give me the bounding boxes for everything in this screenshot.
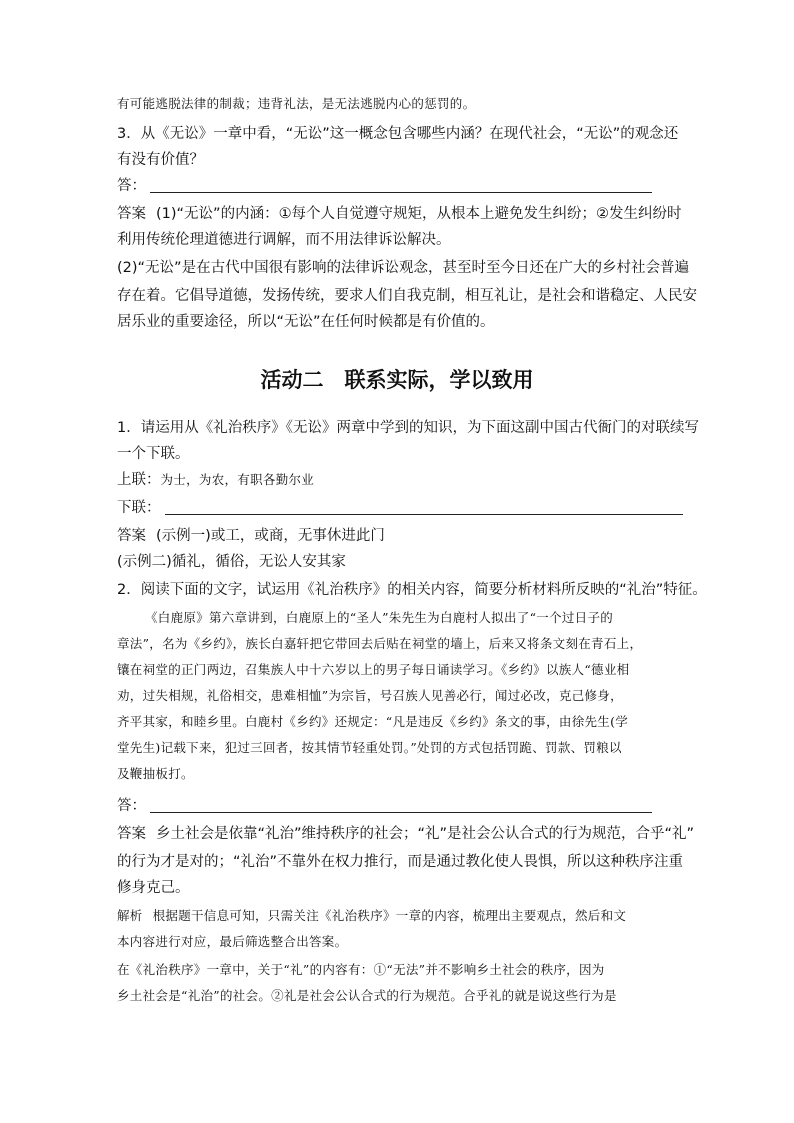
lower-couplet-line — [117, 498, 683, 518]
text-line: 乡土社会是“礼治”的社会。②礼是社会公认合式的行为规范。合乎礼的就是说这些行为是 — [117, 988, 617, 1003]
passage-line: 章法”，名为《乡约》，族长白嘉轩把它带回去后贴在祠堂的墙上，后来又将条文刻在青石上， — [117, 636, 643, 651]
passage-line: 齐平其家，和睦乡里。白鹿村《乡约》还规定：“凡是违反《乡约》条文的事，由徐先生(学 — [117, 714, 629, 729]
analysis-paragraph: 解析 根据题干信息可知，只需关注《礼治秩序》一章的内容，梳理出主要观点，然后和文 — [117, 908, 627, 923]
answer-paragraph: 答案 (1)“无讼”的内涵：①每个人自觉遵守规矩，从根本上避免发生纠纷；②发生纠纷时 — [117, 206, 682, 222]
question-3-text-cont: 有没有价值？ — [117, 152, 204, 168]
text-line: (示例二)循礼，循俗，无讼人安其家 — [117, 554, 346, 570]
passage-line: 劝，过失相规，礼俗相交，患难相恤”为宗旨，号召族人见善必行，闻过必改，克己修身， — [117, 688, 623, 703]
question-1-text: 1．请运用从《礼治秩序》《无讼》两章中学到的知识，为下面这副中国古代衙门的对联续写 — [117, 420, 699, 436]
passage-line: 堂先生)记载下来，犯过三回者，按其情节轻重处罚。”处罚的方式包括罚跪、罚款、罚粮以 — [117, 740, 622, 755]
lower-couplet-blank[interactable] — [165, 499, 683, 515]
passage-line: 镶在祠堂的正门两边，召集族人中十六岁以上的男子每日诵读学习。《乡约》以族人“德业相 — [117, 662, 630, 677]
text-line: 在《礼治秩序》一章中，关于“礼”的内容有：①“无法”并不影响乡土社会的秩序，因为 — [117, 962, 605, 977]
text-line: 的行为才是对的；“礼治”不靠外在权力推行，而是通过教化使人畏惧，所以这种秩序注重 — [117, 854, 684, 870]
passage-line: 《白鹿原》第六章讲到，白鹿原上的“圣人”朱先生为白鹿村人拟出了“一个过日子的 — [145, 610, 614, 625]
answer-paragraph: 答案 乡土社会是依靠“礼治”维持秩序的社会；“礼”是社会公认合式的行为规范，合乎“礼” — [117, 826, 695, 842]
answer-label: 答： — [117, 798, 146, 814]
answer-line-q3 — [117, 176, 652, 196]
answer-paragraph: 答案 (示例一)或工，或商，无事休进此门 — [117, 528, 385, 544]
answer-line-q2 — [117, 796, 652, 816]
text-line: 本内容进行对应，最后筛选整合出答案。 — [117, 934, 348, 949]
upper-couplet — [117, 470, 314, 490]
answer-tag: 答案 — [117, 826, 146, 842]
text-line: 有可能逃脱法律的制裁；违背礼法，是无法逃脱内心的惩罚的。 — [117, 96, 476, 111]
text-line: 利用传统伦理道德进行调解，而不用法律诉讼解决。 — [117, 232, 451, 248]
answer-tag: 答案 — [117, 206, 146, 222]
text-line: 修身克己。 — [117, 880, 190, 896]
section-title: 活动二 联系实际，学以致用 — [260, 367, 534, 392]
upper-couplet-label: 上联： — [117, 472, 161, 488]
answer-blank[interactable] — [150, 797, 652, 813]
text-line: (2)“无讼”是在古代中国很有影响的法律诉讼观念，甚至时至今日还在广大的乡村社会普遍 — [117, 260, 690, 276]
answer-label: 答： — [117, 178, 146, 194]
lower-couplet-label: 下联： — [117, 500, 161, 516]
text-line: 存在着。它倡导道德，发扬传统，要求人们自我克制，相互礼让，是社会和谐稳定、人民安 — [117, 288, 697, 304]
text-line: 居乐业的重要途径，所以“无讼”在任何时候都是有价值的。 — [117, 314, 495, 330]
question-3-text: 3．从《无讼》一章中看，“无讼”这一概念包含哪些内涵？在现代社会，“无讼”的观念还 — [117, 126, 679, 142]
question-1-text-cont: 一个下联。 — [117, 446, 190, 462]
upper-couplet-text: 为士，为农，有职各勤尔业 — [160, 472, 315, 487]
analysis-tag: 解析 — [117, 908, 143, 923]
answer-blank[interactable] — [150, 177, 652, 193]
question-2-text: 2．阅读下面的文字，试运用《礼治秩序》的相关内容，简要分析材料所反映的“礼治”特征。 — [117, 582, 707, 598]
passage-line: 及鞭抽板打。 — [117, 766, 194, 781]
answer-tag: 答案 — [117, 528, 146, 544]
